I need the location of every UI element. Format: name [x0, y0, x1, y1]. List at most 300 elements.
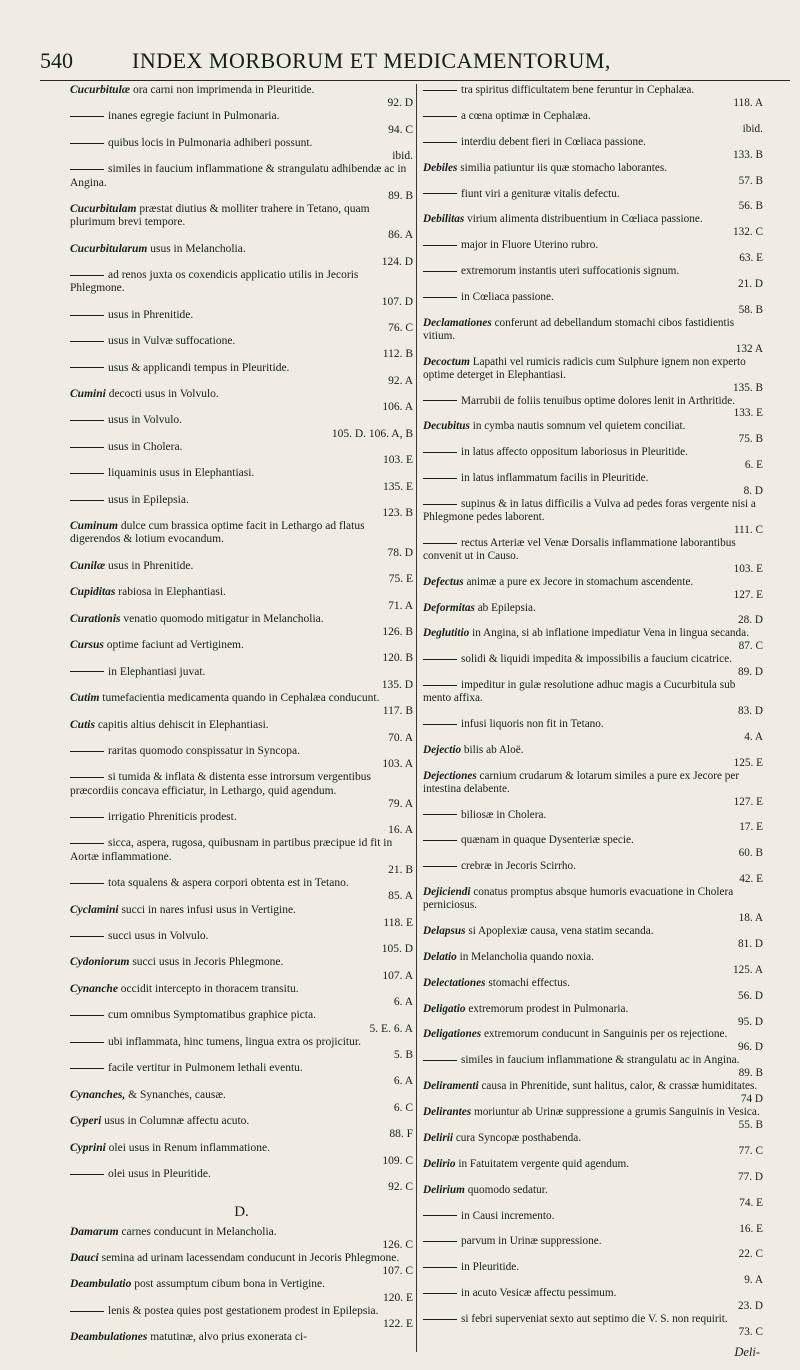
entry-reference: 63. E [739, 252, 763, 265]
repeat-dash [423, 866, 457, 867]
entry-lemma: Delapsus [423, 924, 466, 937]
index-entry [70, 613, 413, 639]
entry-reference: 103. E [733, 562, 763, 575]
repeat-dash [423, 1319, 457, 1320]
entry-reference: 81. D [738, 937, 763, 950]
page-header [40, 46, 790, 81]
entry-reference: 76. C [388, 321, 413, 334]
index-entry [423, 472, 763, 498]
entry-reference: 105. D [381, 943, 413, 956]
repeat-dash [423, 193, 457, 194]
index-entry [423, 291, 763, 317]
index-entry [423, 188, 763, 214]
entry-reference: 77. C [738, 1144, 763, 1157]
entry-reference: 6. A [393, 1075, 413, 1088]
entry-text: usus in Cholera. [108, 440, 183, 453]
entry-lemma: Dejiciendi [423, 886, 471, 899]
entry-lemma: Defectus [423, 575, 464, 588]
entry-lemma: Cyperi [70, 1115, 102, 1128]
repeat-dash [70, 751, 104, 752]
entry-text: optime faciunt ad Vertiginem. [106, 639, 244, 652]
entry-reference: 75. B [738, 433, 763, 446]
repeat-dash [423, 400, 457, 401]
index-entry [70, 1062, 413, 1088]
entry-reference: 16. E [739, 1222, 763, 1235]
entry-text: liquaminis usus in Elephantiasi. [108, 467, 255, 480]
index-entry [423, 537, 763, 576]
index-entry [423, 653, 763, 679]
repeat-dash [70, 883, 104, 884]
index-entry [70, 639, 413, 665]
entry-text: inanes egregie faciunt in Pulmonaria. [108, 110, 280, 123]
repeat-dash [423, 814, 457, 815]
entry-text: ora carni non imprimenda in Pleuritide. [132, 84, 315, 96]
left-entry-list-d [70, 1226, 413, 1345]
entry-reference: 71. A [388, 599, 413, 612]
entry-lemma: Cursus [70, 639, 104, 652]
entry-lemma: Cynanche [70, 982, 118, 995]
entry-reference: 56. B [738, 200, 763, 213]
index-entry [70, 1089, 413, 1115]
entry-text: similia patiuntur iis quæ stomacho laborantes. [460, 161, 668, 174]
index-entry [423, 395, 763, 421]
repeat-dash [423, 1267, 457, 1268]
entry-text: in cymba nautis somnum vel quietem conciliat. [472, 420, 686, 433]
entry-text: capitis altius dehiscit in Elephantiasi. [97, 718, 269, 731]
index-entry [70, 811, 413, 837]
repeat-dash [423, 245, 457, 246]
repeat-dash [70, 817, 104, 818]
index-entry [70, 494, 413, 520]
entry-text: supinus & in latus difficilis a Vulva ad pedes foras vergente nisi a Phlegmone pedes laborent. [423, 498, 756, 523]
entry-reference: 103. E [382, 454, 413, 467]
entry-reference: 21. B [388, 863, 413, 876]
page-number: 540 [40, 48, 73, 73]
section-letter: D. [234, 1204, 249, 1221]
index-entry [423, 265, 763, 291]
index-entry [70, 467, 413, 493]
running-title: INDEX MORBORUM ET MEDICAMENTORUM, [132, 48, 611, 73]
index-entry [423, 420, 763, 446]
entry-reference: 118. A [733, 96, 763, 109]
index-entry [423, 834, 763, 860]
entry-text: olei usus in Pleuritide. [108, 1167, 211, 1180]
entry-text: animæ a pure ex Jecore in stomachum ascendente. [466, 575, 694, 588]
entry-lemma: Cynanches, [70, 1088, 126, 1101]
entry-lemma: Delirantes [423, 1106, 472, 1119]
entry-text: parvum in Urinæ suppressione. [461, 1235, 602, 1248]
entry-lemma: Deambulatio [70, 1278, 132, 1291]
index-entry [423, 1158, 763, 1184]
entry-reference: 8. D [743, 485, 763, 498]
entry-lemma: Curationis [70, 612, 121, 625]
entry-text: in Melancholia quando noxia. [459, 950, 594, 963]
entry-text: dulce cum brassica optime facit in Lethargo ad flatus digerendos & lotium evocandum. [70, 520, 365, 546]
entry-lemma: Delatio [423, 950, 457, 963]
entry-text: in Fatuitatem vergente quid agendum. [458, 1157, 630, 1170]
catchword: Deli- [734, 1345, 760, 1359]
entry-reference: 6. A [393, 996, 413, 1009]
entry-text: usus in Phrenitide. [108, 559, 194, 572]
index-entry [70, 904, 413, 930]
index-entry [70, 930, 413, 956]
entry-reference: 42. E [739, 873, 763, 886]
repeat-dash [423, 724, 457, 725]
entry-lemma: Declamationes [423, 316, 492, 329]
entry-text: sicca, aspera, rugosa, quibusnam in partibus præcipue id fit in Aortæ inflammatione. [70, 837, 393, 863]
repeat-dash [423, 1215, 457, 1216]
entry-text: tumefacientia medicamenta quando in Cephalæa conducunt. [102, 692, 380, 705]
index-entry [70, 1142, 413, 1168]
entry-reference: 132 A [735, 342, 763, 355]
entry-reference: 21. D [738, 278, 763, 291]
index-entry [70, 335, 413, 361]
index-entry [70, 1115, 413, 1141]
entry-reference: 133. E [733, 407, 763, 420]
repeat-dash [70, 1311, 104, 1312]
repeat-dash [423, 142, 457, 143]
entry-text: post assumptum cibum bona in Vertigine. [134, 1278, 326, 1291]
index-entry [423, 1028, 763, 1054]
repeat-dash [423, 271, 457, 272]
entry-lemma: Delirium [423, 1183, 465, 1196]
entry-reference: 112. B [382, 348, 413, 361]
repeat-dash [423, 1241, 457, 1242]
entry-text: stomachi effectus. [488, 976, 570, 989]
entry-text: extremorum prodest in Pulmonaria. [468, 1002, 629, 1015]
entry-reference: 60. B [738, 847, 763, 860]
entry-reference: 127. E [733, 795, 763, 808]
entry-text: tra spiritus difficultatem bene feruntur in Cephalæa. [461, 84, 695, 96]
entry-reference: 109. C [382, 1154, 413, 1167]
repeat-dash [70, 447, 104, 448]
index-entry [423, 744, 763, 770]
right-entry-list [423, 84, 763, 1339]
index-entry [423, 886, 763, 925]
repeat-dash [70, 315, 104, 316]
entry-lemma: Debilitas [423, 213, 465, 226]
entry-lemma: Debiles [423, 161, 458, 174]
entry-reference: 107. D [381, 295, 413, 308]
entry-text: quænam in quaque Dysenteriæ specie. [461, 834, 634, 847]
repeat-dash [70, 936, 104, 937]
entry-text: causa in Phrenitide, sunt halitus, calor, & crassæ humiditates. [481, 1080, 758, 1093]
entry-reference: 23. D [738, 1300, 763, 1313]
entry-lemma: Delectationes [423, 976, 486, 989]
entry-text: ab Epilepsia. [477, 601, 536, 614]
entry-lemma: Cyprini [70, 1141, 106, 1154]
index-entry [423, 1235, 763, 1261]
index-entry [70, 520, 413, 560]
entry-text: tota squalens & aspera corpori obtenta est in Tetano. [108, 877, 349, 890]
index-entry [423, 925, 763, 951]
entry-reference: 111. C [733, 523, 763, 536]
entry-reference: 127. E [733, 588, 763, 601]
index-entry [70, 137, 413, 163]
index-entry [423, 84, 763, 110]
entry-text: usus in Columnæ affectu acuto. [104, 1115, 250, 1128]
entry-reference: 57. B [738, 174, 763, 187]
repeat-dash [70, 1015, 104, 1016]
repeat-dash [70, 1174, 104, 1175]
entry-reference: 126. B [382, 625, 413, 638]
entry-text: quibus locis in Pulmonaria adhiberi possunt. [108, 136, 313, 149]
entry-reference: 83. D [738, 705, 763, 717]
entry-text: usus in Melancholia. [150, 242, 246, 255]
entry-reference: 77. D [738, 1170, 763, 1183]
entry-text: in Angina, si ab inflatione impediatur Vena in lingua secanda. [472, 627, 749, 640]
index-entry [70, 1168, 413, 1194]
repeat-dash [70, 1068, 104, 1069]
entry-reference: 132. C [732, 226, 763, 239]
entry-reference: 107. A [382, 969, 413, 982]
entry-reference: 122. E [382, 1318, 413, 1331]
index-entry [70, 719, 413, 745]
entry-reference: 5. E. 6. A [369, 1022, 413, 1035]
index-entry [423, 446, 763, 472]
index-entry [423, 576, 763, 602]
entry-text: interdiu debent fieri in Cœliaca passione. [461, 135, 646, 148]
index-entry [423, 136, 763, 162]
entry-reference: 103. A [382, 758, 413, 771]
entry-reference: 55. B [738, 1119, 763, 1131]
entry-text: in acuto Vesicæ affectu pessimum. [461, 1287, 617, 1300]
entry-text: solidi & liquidi impedita & impossibilis a faucium cicatrice. [461, 653, 732, 666]
entry-text: Lapathi vel rumicis radicis cum Sulphure ignem non experto optime deterget in Elephantiasi. [423, 355, 746, 381]
entry-lemma: Deformitas [423, 601, 475, 614]
right-column [423, 84, 763, 1339]
entry-text: raritas quomodo conspissatur in Syncopa. [108, 744, 300, 757]
index-entry [423, 627, 763, 653]
entry-reference: 22. C [738, 1248, 763, 1261]
entry-text: Marrubii de foliis tenuibus optime dolores lenit in Arthritide. [461, 394, 736, 407]
entry-text: olei usus in Renum inflammatione. [108, 1141, 270, 1154]
entry-lemma: Delirii [423, 1131, 453, 1144]
index-entry [423, 1210, 763, 1236]
index-entry [70, 1036, 413, 1062]
entry-lemma: Decubitus [423, 420, 470, 433]
index-entry [423, 1132, 763, 1158]
entry-text: in Elephantiasi juvat. [108, 665, 206, 678]
entry-reference: 125. E [733, 756, 763, 769]
entry-text: in latus inflammatum facilis in Pleuritide. [461, 472, 649, 485]
index-entry [423, 110, 763, 136]
repeat-dash [70, 367, 104, 368]
entry-text: extremorum conducunt in Sanguinis per os rejectione. [483, 1028, 728, 1041]
entry-text: usus & applicandi tempus in Pleuritide. [108, 361, 290, 374]
index-entry [423, 356, 763, 395]
entry-reference: 118. E [383, 916, 413, 929]
repeat-dash [423, 659, 457, 660]
entry-reference: 89. D [738, 666, 763, 679]
index-entry [423, 213, 763, 239]
entry-text: cum omnibus Symptomatibus graphice picta. [108, 1009, 316, 1022]
entry-reference: 18. A [738, 912, 763, 924]
repeat-dash [70, 500, 104, 501]
entry-reference: 16. A [388, 824, 413, 837]
entry-lemma: Deglutitio [423, 627, 470, 640]
repeat-dash [423, 685, 457, 686]
entry-lemma: Cupiditas [70, 586, 116, 599]
repeat-dash [423, 452, 457, 453]
entry-reference: 78. D [387, 546, 413, 559]
left-column [70, 84, 413, 1345]
entry-text: præstat diutius & molliter trahere in Tetano, quam plurimum brevi tempore. [70, 202, 370, 229]
entry-reference: 105. D. 106. A, B [331, 427, 413, 440]
entry-reference: 89. B [738, 1067, 763, 1080]
index-entry [70, 745, 413, 771]
left-entry-list [70, 84, 413, 1194]
entry-reference: 87. C [738, 640, 763, 653]
index-entry [423, 718, 763, 744]
entry-text: moriuntur ab Urinæ suppressione a grumis Sanguinis in Vesica. [473, 1106, 760, 1119]
entry-text: matutinæ, alvo prius exonerata ci- [150, 1331, 307, 1344]
entry-text: semina ad urinam lacessendam conducunt in Jecoris Phlegmone. [101, 1252, 400, 1265]
repeat-dash [423, 297, 457, 298]
entry-text: ubi inflammata, hinc tumens, lingua extra os projicitur. [108, 1035, 361, 1048]
entry-lemma: Dauci [70, 1252, 99, 1265]
repeat-dash [423, 1293, 457, 1294]
entry-text: occidit intercepto in thoracem transitu. [120, 982, 299, 995]
entry-text: succi usus in Volvulo. [108, 930, 209, 942]
repeat-dash [423, 90, 457, 91]
column-divider [416, 84, 417, 1352]
index-entry [423, 679, 763, 718]
entry-reference: 92. C [388, 1181, 413, 1194]
entry-reference: 58. B [738, 303, 763, 316]
index-entry [423, 1003, 763, 1029]
entry-lemma: Cunilæ [70, 559, 106, 572]
entry-text: major in Fluore Uterino rubro. [461, 239, 599, 252]
repeat-dash [423, 1060, 457, 1061]
index-entry [70, 163, 413, 203]
entry-text: similes in faucium inflammatione & strangulatu adhibendæ ac in Angina. [70, 163, 407, 189]
index-entry [70, 586, 413, 612]
index-entry [423, 1080, 763, 1106]
entry-reference: 5. B [393, 1048, 413, 1061]
entry-text: ad renos juxta os coxendicis applicatio utilis in Jecoris Phlegmone. [70, 269, 359, 295]
entry-reference: 79. A [388, 797, 413, 810]
entry-text: lenis & postea quies post gestationem prodest in Epilepsia. [108, 1304, 379, 1317]
entry-reference: 96. D [738, 1041, 763, 1054]
entry-reference: ibid. [742, 122, 763, 135]
entry-text: usus in Epilepsia. [108, 493, 189, 506]
repeat-dash [70, 116, 104, 117]
index-entry [423, 239, 763, 265]
repeat-dash [70, 143, 104, 144]
entry-reference: 75. E [388, 573, 413, 586]
repeat-dash [70, 671, 104, 672]
index-entry [70, 560, 413, 586]
entry-reference: 9. A [744, 1274, 763, 1287]
index-entry [70, 877, 413, 903]
entry-text: usus in Vulvæ suffocatione. [108, 335, 236, 348]
entry-text: in Pleuritide. [461, 1261, 520, 1274]
entry-reference: 70. A [388, 731, 413, 744]
repeat-dash [70, 1042, 104, 1043]
entry-text: carnium crudarum & lotarum similes a pure ex Jecore per intestina delabente. [423, 769, 740, 795]
entry-text: & Synanches, causæ. [128, 1088, 226, 1101]
entry-lemma: Cuminum [70, 520, 118, 533]
entry-text: a cœna optimæ in Cephalæa. [461, 109, 591, 122]
index-entry [70, 1252, 413, 1278]
entry-reference: ibid. [392, 150, 413, 163]
index-entry [70, 414, 413, 440]
entry-reference: 123. B [382, 507, 413, 519]
entry-text: in Causi incremento. [461, 1209, 555, 1222]
entry-lemma: Cumini [70, 388, 106, 401]
entry-lemma: Deligatio [423, 1002, 466, 1015]
entry-reference: 86. A [388, 229, 413, 242]
index-entry [423, 1261, 763, 1287]
entry-text: si tumida & inflata & distenta esse introrsum vergentibus præcordiis concava efficiatur, in Lethargo, quid agendum. [70, 771, 371, 797]
entry-lemma: Delirio [423, 1157, 456, 1170]
entry-text: similes in faucium inflammatione & strangulatu ac in Angina. [461, 1054, 740, 1067]
index-entry [70, 1331, 413, 1344]
entry-text: succi usus in Jecoris Phlegmone. [132, 956, 284, 969]
entry-text: crebræ in Jecoris Scirrho. [461, 860, 576, 873]
index-entry [70, 84, 413, 110]
entry-text: conatus promptus absque humoris evacuatione in Cholera perniciosus. [423, 886, 734, 912]
entry-text: venatio quomodo mitigatur in Melancholia. [123, 612, 324, 625]
entry-lemma: Cucurbitulam [70, 202, 137, 215]
entry-reference: 74 D [740, 1093, 763, 1106]
entry-lemma: Cutis [70, 718, 95, 731]
entry-text: bilis ab Aloë. [463, 743, 524, 756]
entry-reference: 92. D [387, 97, 413, 110]
index-entry [70, 110, 413, 136]
repeat-dash [70, 275, 104, 276]
entry-text: succi in nares infusi usus in Vertigine. [121, 903, 296, 916]
repeat-dash [70, 420, 104, 421]
entry-lemma: Cucurbitulæ [70, 84, 131, 96]
entry-reference: 135. D [381, 678, 413, 691]
index-entry [423, 1184, 763, 1210]
entry-text: si Apoplexiæ causa, vena statim secanda. [468, 924, 654, 937]
entry-reference: 120. B [382, 652, 413, 665]
entry-reference: 17. E [739, 821, 763, 834]
repeat-dash [423, 478, 457, 479]
repeat-dash [70, 341, 104, 342]
entry-reference: 124. D [381, 255, 413, 268]
index-entry [70, 837, 413, 877]
index-entry [423, 317, 763, 356]
entry-reference: 135. B [732, 381, 763, 394]
index-entry [70, 243, 413, 269]
entry-text: infusi liquoris non fit in Tetano. [461, 717, 604, 730]
entry-reference: 92. A [388, 374, 413, 387]
repeat-dash [70, 169, 104, 170]
entry-lemma: Dejectiones [423, 769, 477, 782]
entry-text: impeditur in gulæ resolutione adhuc magis a Cucurbitula sub mento affixa. [423, 679, 736, 705]
entry-text: conferunt ad debellandum stomachi cibos fastidientis vitium. [423, 316, 735, 342]
entry-lemma: Decoctum [423, 355, 470, 368]
index-entry [423, 1287, 763, 1313]
entry-lemma: Dejectio [423, 743, 462, 756]
index-entry [70, 666, 413, 692]
index-entry [70, 1278, 413, 1304]
entry-text: in latus affecto oppositum laboriosus in Pleuritide. [461, 446, 688, 459]
entry-reference: 125. A [732, 963, 763, 976]
entry-reference: 28. D [738, 614, 763, 627]
repeat-dash [423, 504, 457, 505]
entry-reference: 94. C [388, 123, 413, 136]
index-entry [70, 692, 413, 718]
index-entry [423, 770, 763, 809]
index-entry [70, 309, 413, 335]
entry-text: usus in Phrenitide. [108, 308, 194, 321]
index-entry [423, 977, 763, 1003]
